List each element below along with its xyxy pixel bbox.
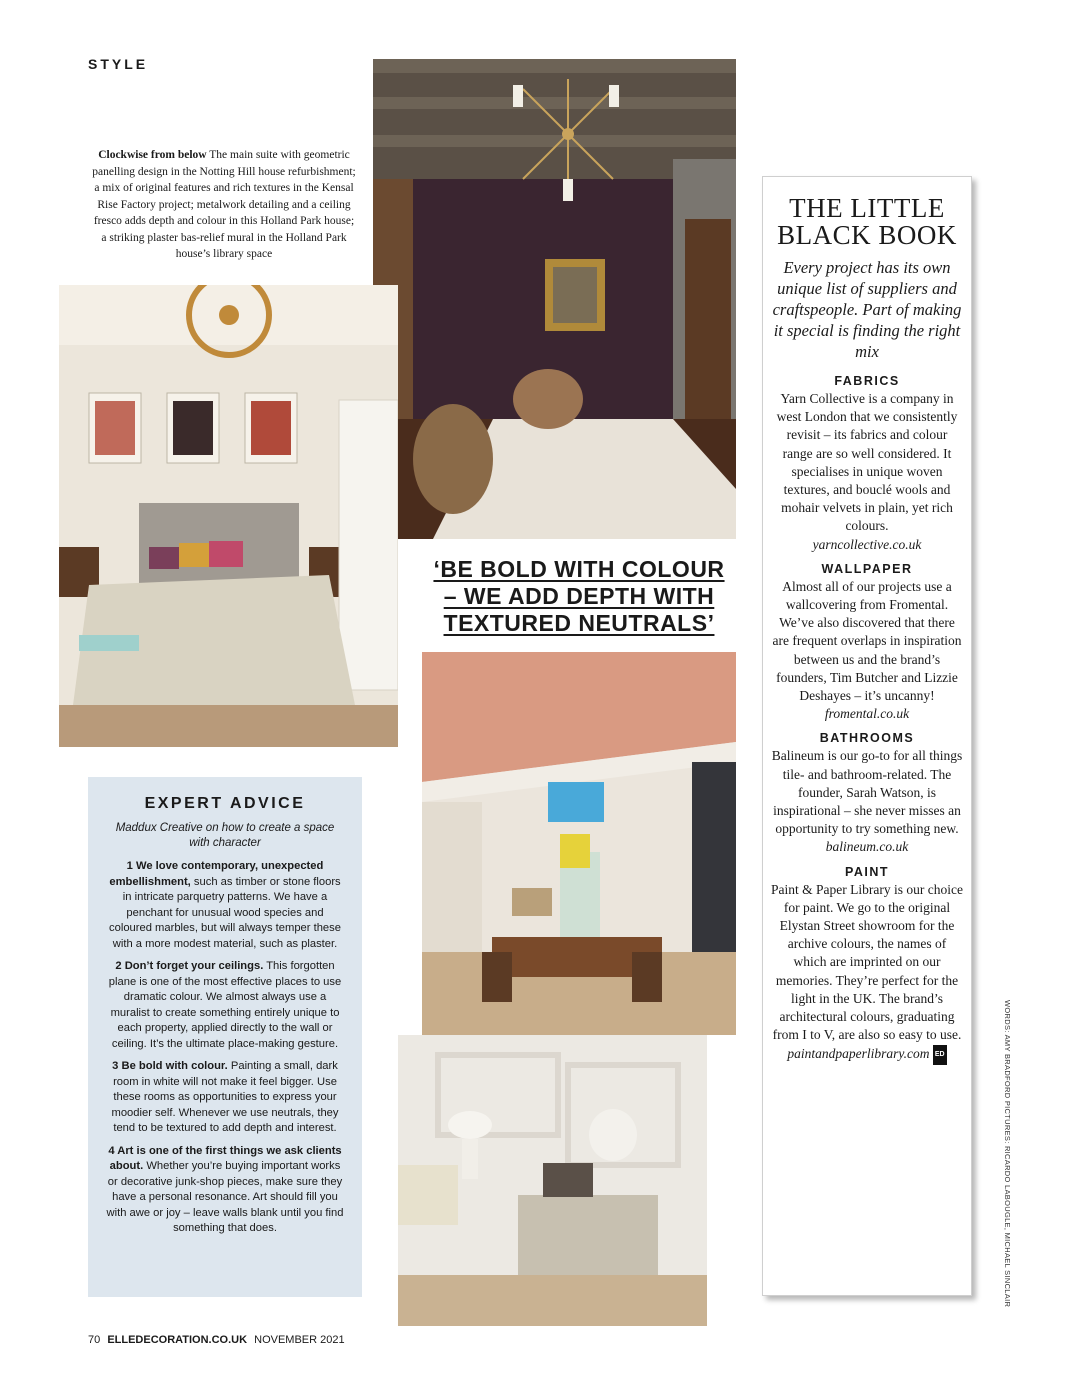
photo-credit-text: WORDS: AMY BRADFORD PICTURES: RICARDO LABOUGLE, MICHAEL SINCLAIR xyxy=(1003,1000,1012,1308)
expert-advice-intro: Maddux Creative on how to create a space with character xyxy=(115,822,335,849)
black-book-heading-fabrics: FABRICS xyxy=(834,374,900,388)
black-book-link-wallpaper[interactable]: fromental.co.uk xyxy=(824,706,910,722)
black-book-heading-paint: PAINT xyxy=(844,864,890,879)
advice-tip-lead: 2 Don’t forget your ceilings. xyxy=(115,960,264,972)
end-mark-badge: ED xyxy=(933,1045,947,1065)
black-book-title xyxy=(771,195,963,249)
photo-library xyxy=(398,1035,707,1326)
black-book-text-bathrooms: Balineum is our go-to for all things tile- and bathroom-related. The founder, Sarah Watson, is inspirational – she never misses an opportunity to try something new. xyxy=(771,748,963,837)
footer-issue: NOVEMBER 2021 xyxy=(254,1334,345,1346)
black-book-text-paint: Paint & Paper Library is our choice for paint. We go to the original Elystan Street showroom for the archive colours, the names of which are imprinted on our memories. They’re perfect for the light in the UK. The brand’s architectural colours, graduating from I to V, are also so easy to use. xyxy=(771,881,963,1043)
advice-tip-lead: 3 Be bold with colour. xyxy=(112,1060,228,1072)
page-footer xyxy=(88,1334,345,1346)
advice-tip-lead: 1 We love contemporary, unexpected embellishment, xyxy=(109,860,324,888)
black-book-link-fabrics[interactable]: yarncollective.co.uk xyxy=(812,536,922,552)
pull-quote-line-1: ‘BE BOLD WITH COLOUR xyxy=(433,556,725,582)
page-number: 70 xyxy=(88,1334,101,1346)
expert-advice-box xyxy=(88,777,362,1297)
black-book-text-wallpaper: Almost all of our projects use a wallcovering from Fromental. We’ve also discovered that there are frequent overlaps in inspiration between us and the brand’s founders, Tim Butcher and Lizzie Deshayes – it’s uncanny! xyxy=(772,578,962,704)
photo-caption xyxy=(92,147,356,263)
little-black-book-panel xyxy=(762,176,972,1296)
caption-text: The main suite with geometric panelling design in the Notting Hill house refurbishment; a mix of original features and rich textures in the Kensal Rise Factory project; metalwork detailing and a ceiling fresco adds depth and colour in this Holland Park house; a striking plaster bas-relief mural in the Holland Park house’s library space xyxy=(92,149,356,260)
photo-living-room xyxy=(373,59,736,539)
advice-tip-text: Painting a small, dark room in white will not make it feel bigger. Use these rooms as opportunities to express your moodier self. Whenever we use neutrals, they tend to be textured to add depth and interest. xyxy=(111,1060,339,1134)
black-book-title-line-2: BLACK BOOK xyxy=(777,220,957,250)
expert-advice-title: EXPERT ADVICE xyxy=(144,795,306,812)
advice-tip-2 xyxy=(104,959,346,1052)
caption-lead: Clockwise from below xyxy=(98,149,207,161)
black-book-link-paint xyxy=(771,1045,963,1065)
section-label: STYLE xyxy=(88,56,149,72)
black-book-link-paint-url[interactable]: paintandpaperlibrary.com xyxy=(787,1045,930,1061)
photo-bedroom xyxy=(59,285,398,747)
black-book-heading-bathrooms: BATHROOMS xyxy=(819,731,915,746)
black-book-link-bathrooms[interactable]: balineum.co.uk xyxy=(825,839,909,855)
black-book-intro: Every project has its own unique list of suppliers and craftspeople. Part of making it special is finding the right mix xyxy=(772,258,962,361)
advice-tip-text: This forgotten plane is one of the most effective places to use dramatic colour. We almost always use a muralist to create something entirely unique to each property, applied directly to the wall or ceiling. It’s the ultimate place-making gesture. xyxy=(108,960,342,1050)
advice-tip-4 xyxy=(104,1144,346,1237)
photo-dining-room xyxy=(422,652,736,1035)
advice-tip-text: Whether you’re buying important works or decorative junk-shop pieces, make sure they have a personal resonance. Art should fill you with awe or joy – leave walls blank until you find something that does. xyxy=(106,1160,344,1234)
advice-tip-1 xyxy=(104,859,346,952)
black-book-heading-wallpaper: WALLPAPER xyxy=(821,561,913,576)
footer-brand: ELLEDECORATION.CO.UK xyxy=(107,1334,248,1346)
advice-tip-text: such as timber or stone floors in intricate parquetry patterns. We have a penchant for unusual wood species and coloured marbles, but will always temper these with a more modest material, such as plaster. xyxy=(109,875,341,950)
pull-quote-line-3: TEXTURED NEUTRALS’ xyxy=(443,610,715,636)
advice-tip-lead: 4 Art is one of the first things we ask clients about. xyxy=(108,1144,342,1172)
pull-quote-line-2: – WE ADD DEPTH WITH xyxy=(443,583,715,609)
black-book-title-line-1: THE LITTLE xyxy=(789,193,945,223)
pull-quote xyxy=(420,556,738,637)
black-book-text-fabrics: Yarn Collective is a company in west London that we consistently revisit – its fabrics and colour range are so well considered. It specialises in unique woven textures, and bouclé wools and mohair velvets in plain, yet rich colours. xyxy=(776,391,958,534)
advice-tip-3 xyxy=(104,1059,346,1137)
photo-credit xyxy=(1000,1000,1012,1308)
